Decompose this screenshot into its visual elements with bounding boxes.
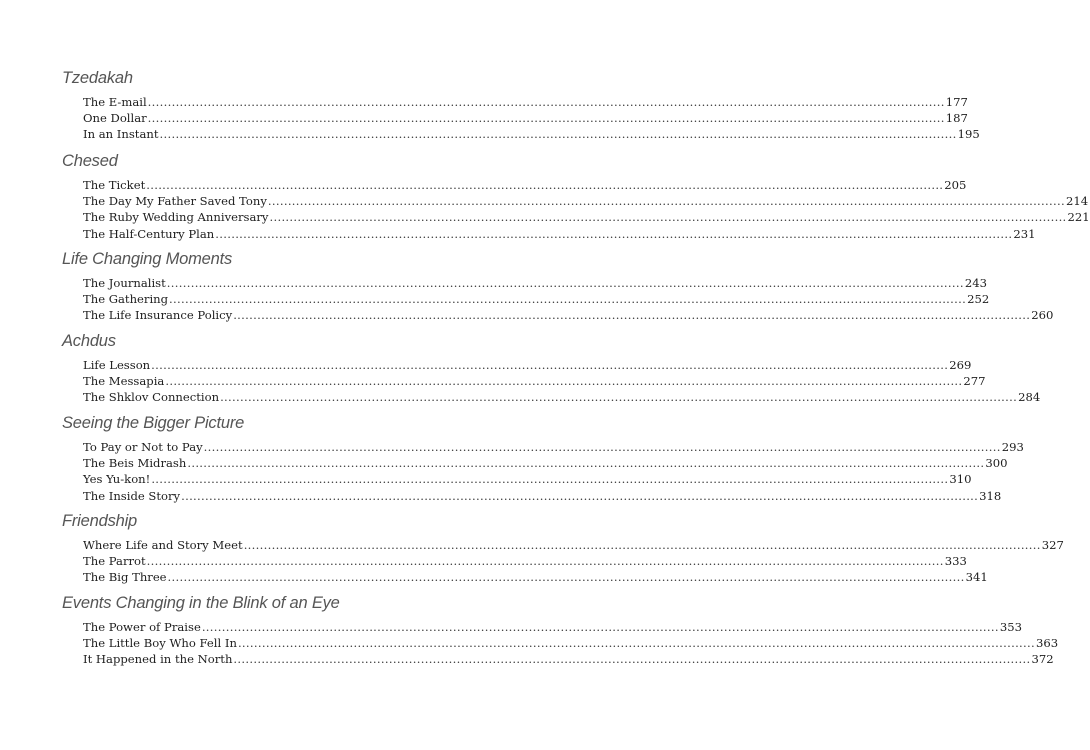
toc-entry <box>83 389 1041 405</box>
toc-entry <box>83 193 1089 209</box>
entry-page-number: 363 <box>1036 636 1059 651</box>
dot-leader: ........................................................................................................................................................................................................ <box>237 636 1035 651</box>
entry-page-number: 252 <box>967 292 990 307</box>
dot-leader: ........................................................................................................................................................................................................ <box>169 292 967 307</box>
toc-entry <box>83 553 967 569</box>
entry-page-number: 372 <box>1031 652 1054 667</box>
toc-entry <box>83 439 1024 455</box>
entry-title: The Inside Story <box>83 488 181 503</box>
dot-leader: ........................................................................................................................................................................................................ <box>220 390 1018 405</box>
entry-title: The Little Boy Who Fell In <box>83 636 237 651</box>
entry-title: The Life Insurance Policy <box>83 308 233 323</box>
entry-title: The Big Three <box>83 570 167 585</box>
entry-page-number: 205 <box>944 178 967 192</box>
entry-page-number: 214 <box>1065 194 1089 209</box>
toc-entry <box>83 177 967 193</box>
toc-entry <box>83 307 1054 323</box>
section-title: Tzedakah <box>62 69 133 87</box>
toc-entry <box>83 291 990 307</box>
toc-entry <box>83 226 1036 242</box>
entry-page-number: 293 <box>1001 440 1024 454</box>
entry-page-number: 221 <box>1067 210 1090 225</box>
section-title: Friendship <box>62 512 138 530</box>
entry-title: To Pay or Not to Pay <box>83 440 203 454</box>
dot-leader: ........................................................................................................................................................................................................ <box>165 374 963 389</box>
entry-page-number: 231 <box>1013 226 1036 241</box>
entry-title: The Half-Century Plan <box>83 226 215 241</box>
entry-page-number: 327 <box>1041 538 1064 552</box>
dot-leader: ........................................................................................................................................................................................................ <box>267 194 1065 209</box>
dot-leader: ........................................................................................................................................................................................................ <box>203 440 1001 454</box>
entry-title: Life Lesson <box>83 358 151 372</box>
entry-title: It Happened in the North <box>83 652 233 667</box>
entry-title: The Parrot <box>83 554 146 569</box>
entry-title: Yes Yu-kon! <box>83 472 151 487</box>
dot-leader: ........................................................................................................................................................................................................ <box>151 472 949 487</box>
toc-entry <box>83 110 968 126</box>
dot-leader: ........................................................................................................................................................................................................ <box>233 652 1031 667</box>
toc-entry <box>83 471 972 487</box>
dot-leader: ........................................................................................................................................................................................................ <box>201 620 999 634</box>
entry-page-number: 284 <box>1018 390 1041 405</box>
entry-page-number: 260 <box>1031 308 1054 323</box>
entry-title: One Dollar <box>83 111 147 126</box>
section-title: Achdus <box>62 332 116 350</box>
dot-leader: ........................................................................................................................................................................................................ <box>146 178 944 192</box>
dot-leader: ........................................................................................................................................................................................................ <box>151 358 949 372</box>
entry-page-number: 277 <box>963 374 986 389</box>
entry-page-number: 353 <box>999 620 1023 634</box>
entry-title: The Gathering <box>83 292 169 307</box>
section-title: Seeing the Bigger Picture <box>62 414 245 432</box>
dot-leader: ........................................................................................................................................................................................................ <box>147 95 945 109</box>
entry-page-number: 243 <box>964 276 987 290</box>
entry-page-number: 187 <box>945 111 968 126</box>
entry-title: The Day My Father Saved Tony <box>83 194 267 209</box>
dot-leader: ........................................................................................................................................................................................................ <box>146 554 944 569</box>
entry-title: The Messapia <box>83 374 165 389</box>
toc-entry <box>83 619 1023 635</box>
section-title: Life Changing Moments <box>62 250 233 268</box>
entry-page-number: 177 <box>945 95 968 109</box>
entry-title: In an Instant <box>83 127 159 142</box>
entry-page-number: 269 <box>949 358 972 372</box>
dot-leader: ........................................................................................................................................................................................................ <box>147 111 945 126</box>
entry-title: The Ruby Wedding Anniversary <box>83 210 269 225</box>
dot-leader: ........................................................................................................................................................................................................ <box>215 226 1013 241</box>
dot-leader: ........................................................................................................................................................................................................ <box>159 127 957 142</box>
entry-title: Where Life and Story Meet <box>83 538 243 552</box>
toc-entry <box>83 275 987 291</box>
toc-entry <box>83 488 1002 504</box>
entry-title: The Beis Midrash <box>83 456 187 471</box>
dot-leader: ........................................................................................................................................................................................................ <box>187 456 985 471</box>
section-title: Events Changing in the Blink of an Eye <box>62 594 340 612</box>
toc-entry <box>83 209 1090 225</box>
dot-leader: ........................................................................................................................................................................................................ <box>269 210 1067 225</box>
entry-title: The E-mail <box>83 95 147 109</box>
dot-leader: ........................................................................................................................................................................................................ <box>233 308 1031 323</box>
entry-title: The Shklov Connection <box>83 390 220 405</box>
toc-entry <box>83 635 1059 651</box>
toc-entry <box>83 455 1008 471</box>
entry-title: The Power of Praise <box>83 620 201 634</box>
toc-entry <box>83 94 968 110</box>
entry-title: The Journalist <box>83 276 166 290</box>
toc-entry <box>83 569 988 585</box>
entry-page-number: 310 <box>949 472 972 487</box>
dot-leader: ........................................................................................................................................................................................................ <box>181 488 979 503</box>
entry-page-number: 318 <box>979 488 1002 503</box>
dot-leader: ........................................................................................................................................................................................................ <box>167 570 965 585</box>
toc-entry <box>83 537 1064 553</box>
entry-page-number: 341 <box>965 570 988 585</box>
entry-page-number: 195 <box>957 127 980 142</box>
toc-entry <box>83 357 972 373</box>
entry-page-number: 300 <box>985 456 1008 471</box>
dot-leader: ........................................................................................................................................................................................................ <box>166 276 964 290</box>
toc-entry <box>83 373 986 389</box>
entry-title: The Ticket <box>83 178 146 192</box>
dot-leader: ........................................................................................................................................................................................................ <box>243 538 1041 552</box>
section-title: Chesed <box>62 152 118 170</box>
toc-entry <box>83 651 1054 667</box>
entry-page-number: 333 <box>944 554 967 569</box>
toc-entry <box>83 126 980 142</box>
